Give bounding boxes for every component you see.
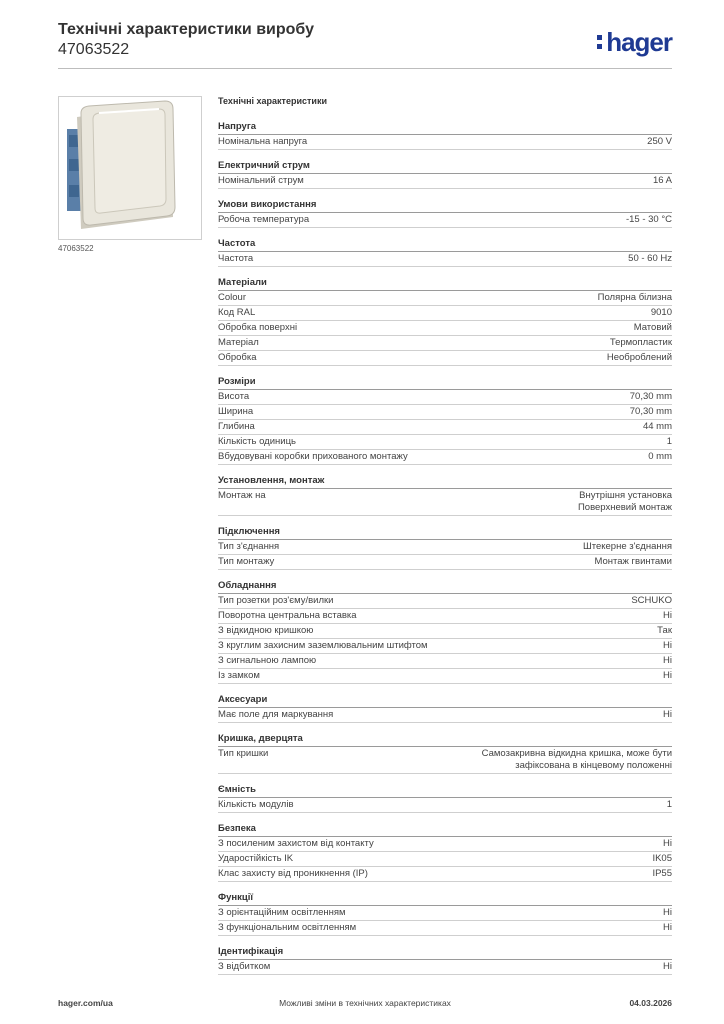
header-divider [58, 68, 672, 69]
spec-group-title: Розміри [218, 376, 672, 390]
spec-label: З орієнтаційним освітленням [218, 907, 346, 918]
footer-website: hager.com/ua [58, 998, 113, 1008]
footer-date: 04.03.2026 [629, 998, 672, 1008]
spec-group [218, 784, 672, 813]
spec-group [218, 733, 672, 774]
spec-label: Ширина [218, 406, 254, 417]
spec-row [218, 639, 672, 654]
spec-label: Матеріал [218, 337, 259, 348]
spec-label: Colour [218, 292, 246, 303]
spec-label: Робоча температура [218, 214, 310, 225]
spec-label: Номінальний струм [218, 175, 304, 186]
spec-value: 0 mm [648, 451, 672, 462]
spec-value: Ні [663, 922, 672, 933]
spec-row [218, 594, 672, 609]
spec-row [218, 609, 672, 624]
spec-group-title: Напруга [218, 121, 672, 135]
spec-value: Так [657, 625, 672, 636]
product-image [58, 96, 202, 240]
spec-value: SCHUKO [631, 595, 672, 606]
spec-label: Кількість одиниць [218, 436, 296, 447]
spec-value: 9010 [650, 307, 672, 318]
spec-label: Номінальна напруга [218, 136, 308, 147]
spec-group [218, 526, 672, 570]
spec-group-title: Установлення, монтаж [218, 475, 672, 489]
spec-value: IP55 [652, 868, 672, 879]
spec-label: Висота [218, 391, 250, 402]
spec-group-title: Обладнання [218, 580, 672, 594]
spec-group [218, 946, 672, 975]
spec-row [218, 906, 672, 921]
spec-group [218, 823, 672, 882]
spec-value: 44 mm [642, 421, 672, 432]
spec-row [218, 306, 672, 321]
spec-row [218, 135, 672, 150]
spec-value: 70,30 mm [629, 391, 672, 402]
spec-value: Ні [663, 961, 672, 972]
spec-row [218, 489, 672, 516]
spec-group [218, 892, 672, 936]
spec-label: З посиленим захистом від контакту [218, 838, 374, 849]
spec-row [218, 654, 672, 669]
spec-value: Штекерне з'єднання [583, 541, 672, 552]
spec-value: Термопластик [609, 337, 672, 348]
spec-value: 50 - 60 Hz [628, 253, 672, 264]
spec-group-title: Аксесуари [218, 694, 672, 708]
logo-text: hager [606, 27, 672, 57]
spec-group [218, 199, 672, 228]
spec-label: З функціональним освітленням [218, 922, 357, 933]
spec-value: Ні [663, 709, 672, 720]
spec-group-title: Ідентифікація [218, 946, 672, 960]
spec-value: Ні [663, 670, 672, 681]
spec-row [218, 669, 672, 684]
socket-outlet-icon [59, 97, 201, 239]
logo-dots-icon [597, 31, 603, 51]
spec-value: 250 V [647, 136, 672, 147]
spec-row [218, 321, 672, 336]
spec-group-title: Функції [218, 892, 672, 906]
page-title: Технічні характеристики виробу [58, 21, 314, 38]
spec-row [218, 747, 672, 774]
spec-row [218, 420, 672, 435]
spec-group-title: Електричний струм [218, 160, 672, 174]
spec-row [218, 540, 672, 555]
spec-row [218, 555, 672, 570]
spec-row [218, 351, 672, 366]
spec-label: Кількість модулів [218, 799, 294, 810]
spec-group-title: Матеріали [218, 277, 672, 291]
image-caption: 47063522 [58, 244, 94, 253]
spec-label: Клас захисту від проникнення (IP) [218, 868, 368, 879]
product-code: 47063522 [58, 41, 130, 58]
spec-value: Необроблений [606, 352, 672, 363]
spec-row [218, 960, 672, 975]
spec-row [218, 852, 672, 867]
spec-label: Вбудовувані коробки прихованого монтажу [218, 451, 408, 462]
spec-value: Ні [663, 610, 672, 621]
hager-logo [597, 28, 672, 56]
spec-label: З сигнальною лампою [218, 655, 317, 666]
spec-row [218, 867, 672, 882]
spec-label: З відкидною кришкою [218, 625, 314, 636]
spec-group-title: Безпека [218, 823, 672, 837]
spec-row [218, 174, 672, 189]
spec-group [218, 121, 672, 150]
spec-label: Має поле для маркування [218, 709, 334, 720]
spec-row [218, 450, 672, 465]
spec-group-title: Частота [218, 238, 672, 252]
spec-label: З відбитком [218, 961, 271, 972]
spec-label: Ударостійкість IK [218, 853, 294, 864]
spec-row [218, 291, 672, 306]
spec-group [218, 376, 672, 465]
spec-value: Монтаж гвинтами [594, 556, 672, 567]
spec-row [218, 435, 672, 450]
spec-value: Ні [663, 640, 672, 651]
specs-section [218, 95, 672, 985]
spec-group [218, 694, 672, 723]
spec-group-title: Ємність [218, 784, 672, 798]
spec-label: Тип з'єднання [218, 541, 280, 552]
spec-group-title: Умови використання [218, 199, 672, 213]
spec-label: Поворотна центральна вставка [218, 610, 357, 621]
spec-label: Обробка [218, 352, 257, 363]
spec-group-title: Підключення [218, 526, 672, 540]
spec-group [218, 580, 672, 684]
spec-label: Тип монтажу [218, 556, 275, 567]
spec-groups [218, 121, 672, 975]
spec-label: Тип розетки роз'єму/вилки [218, 595, 334, 606]
spec-value: Ні [663, 838, 672, 849]
spec-label: Код RAL [218, 307, 256, 318]
spec-value: Самозакривна відкидна кришка, може бути зафіксована в кінцевому положенні [481, 748, 672, 771]
spec-value: Полярна білизна [597, 292, 672, 303]
spec-row [218, 624, 672, 639]
spec-label: Тип кришки [218, 748, 269, 759]
spec-value: 1 [666, 799, 672, 810]
spec-row [218, 921, 672, 936]
spec-value: IK05 [652, 853, 672, 864]
spec-label: Монтаж на [218, 490, 266, 501]
spec-value: -15 - 30 °C [625, 214, 672, 225]
spec-value: Матовий [633, 322, 672, 333]
spec-group [218, 160, 672, 189]
spec-value: Ні [663, 655, 672, 666]
footer-disclaimer: Можливі зміни в технічних характеристиках [279, 998, 451, 1008]
spec-label: Обробка поверхні [218, 322, 298, 333]
spec-row [218, 252, 672, 267]
spec-row [218, 390, 672, 405]
spec-value: 16 A [652, 175, 672, 186]
spec-label: З круглим захисним заземлювальним штифтом [218, 640, 428, 651]
spec-row [218, 798, 672, 813]
spec-value: 70,30 mm [629, 406, 672, 417]
specs-title: Технічні характеристики [218, 96, 327, 106]
spec-row [218, 405, 672, 420]
spec-group [218, 238, 672, 267]
spec-group-title: Кришка, дверцята [218, 733, 672, 747]
spec-value: 1 [666, 436, 672, 447]
spec-group [218, 475, 672, 516]
spec-value: Внутрішня установка Поверхневий монтаж [577, 490, 672, 513]
spec-value: Ні [663, 907, 672, 918]
spec-row [218, 837, 672, 852]
spec-label: Частота [218, 253, 254, 264]
spec-row [218, 213, 672, 228]
document-header [58, 20, 672, 60]
spec-row [218, 336, 672, 351]
spec-label: Із замком [218, 670, 260, 681]
spec-label: Глибина [218, 421, 255, 432]
spec-row [218, 708, 672, 723]
spec-group [218, 277, 672, 366]
